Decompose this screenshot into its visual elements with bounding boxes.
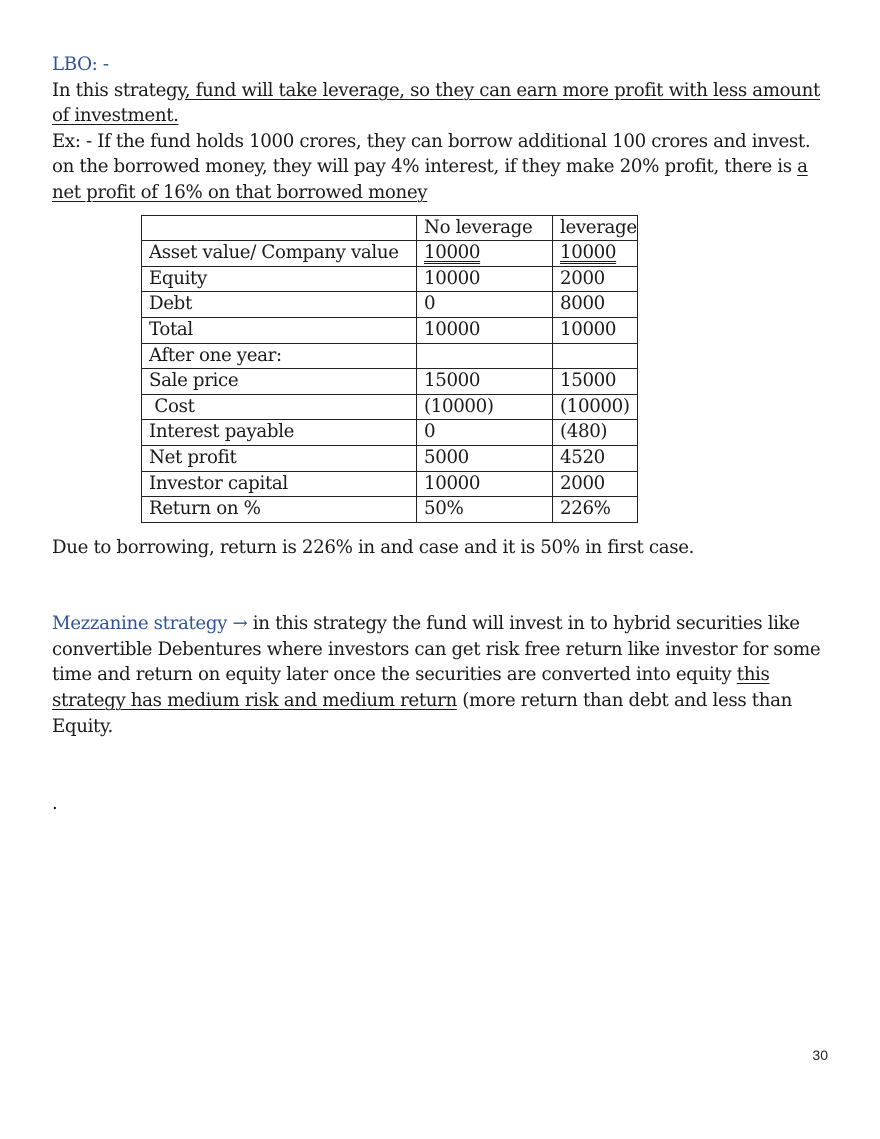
- lbo-paragraph-1-start: In this strategy: [52, 79, 185, 101]
- table-row: [142, 317, 638, 343]
- table-cell: 10000: [417, 317, 553, 343]
- table-row: [142, 394, 638, 420]
- table-cell: 226%: [553, 497, 638, 523]
- table-cell: Return on %: [142, 497, 417, 523]
- table-cell: Total: [142, 317, 417, 343]
- table-row: [142, 292, 638, 318]
- table-cell: Interest payable: [142, 420, 417, 446]
- lbo-paragraph-1: [52, 78, 832, 129]
- table-cell: Sale price: [142, 369, 417, 395]
- mezzanine-paragraph: [52, 611, 832, 739]
- conclusion-text: Due to borrowing, return is 226% in and case and it is 50% in first case.: [52, 536, 695, 558]
- table-cell: 2000: [553, 471, 638, 497]
- table-row: [142, 471, 638, 497]
- table-cell: [417, 343, 553, 369]
- table-cell: [553, 241, 638, 267]
- table-cell: 8000: [553, 292, 638, 318]
- table-cell: [553, 343, 638, 369]
- table-row: [142, 445, 638, 471]
- mezzanine-heading: Mezzanine strategy →: [52, 613, 248, 635]
- mezzanine-text-start: in this strategy the fund will invest in to hybrid securities like convertible Debentures where investors can get risk free return like investor for some time and return on equity later once the securities are converted into equity: [52, 613, 821, 686]
- table-cell: Cost: [142, 394, 417, 420]
- table-row: [142, 241, 638, 267]
- table-header-cell: leverage: [553, 215, 638, 241]
- table-cell: 50%: [417, 497, 553, 523]
- lbo-paragraph-1-underlined: , fund will take leverage, so they can earn more profit with less amount of investment.: [52, 79, 820, 127]
- table-cell: [417, 241, 553, 267]
- table-cell: 0: [417, 420, 553, 446]
- table-cell: Debt: [142, 292, 417, 318]
- document-page: [52, 52, 832, 817]
- table-cell: Equity: [142, 266, 417, 292]
- table-cell: 0: [417, 292, 553, 318]
- table-cell: 15000: [417, 369, 553, 395]
- table-cell: Asset value/ Company value: [142, 241, 417, 267]
- mezzanine-text-end: (more return than debt and less than Equity.: [52, 690, 792, 737]
- table-cell: 10000: [417, 471, 553, 497]
- table-cell: (10000): [417, 394, 553, 420]
- table-cell: 10000: [553, 317, 638, 343]
- page-number: 30: [812, 1047, 828, 1063]
- table-cell: (480): [553, 420, 638, 446]
- trailing-dot: .: [52, 793, 58, 815]
- table-cell: After one year:: [142, 343, 417, 369]
- table-row: [142, 369, 638, 395]
- lbo-paragraph-2: [52, 129, 832, 206]
- table-cell: Investor capital: [142, 471, 417, 497]
- table-header-cell: [142, 215, 417, 241]
- table-cell-value: 10000: [424, 242, 481, 264]
- leverage-table: [141, 215, 638, 523]
- table-header-row: [142, 215, 638, 241]
- table-cell: 5000: [417, 445, 553, 471]
- table-row: [142, 343, 638, 369]
- table-row: [142, 420, 638, 446]
- lbo-paragraph-2-start: Ex: - If the fund holds 1000 crores, they can borrow additional 100 crores and invest. on the borrowed money, they will pay 4% interest, if they make 20% profit, there is: [52, 130, 811, 178]
- table-cell: 15000: [553, 369, 638, 395]
- mezzanine-text-underlined: this strategy has medium risk and medium return: [52, 664, 770, 712]
- table-header-cell: No leverage: [417, 215, 553, 241]
- table-row: [142, 497, 638, 523]
- table-cell: 2000: [553, 266, 638, 292]
- table-cell: Net profit: [142, 445, 417, 471]
- table-row: [142, 266, 638, 292]
- table-cell-value: 10000: [560, 242, 617, 264]
- table-cell: 10000: [417, 266, 553, 292]
- table-cell: (10000): [553, 394, 638, 420]
- table-cell: 4520: [553, 445, 638, 471]
- lbo-paragraph-2-underlined: a net profit of 16% on that borrowed money: [52, 156, 808, 203]
- leverage-table-wrapper: [141, 215, 832, 523]
- lbo-heading: LBO: -: [52, 54, 109, 75]
